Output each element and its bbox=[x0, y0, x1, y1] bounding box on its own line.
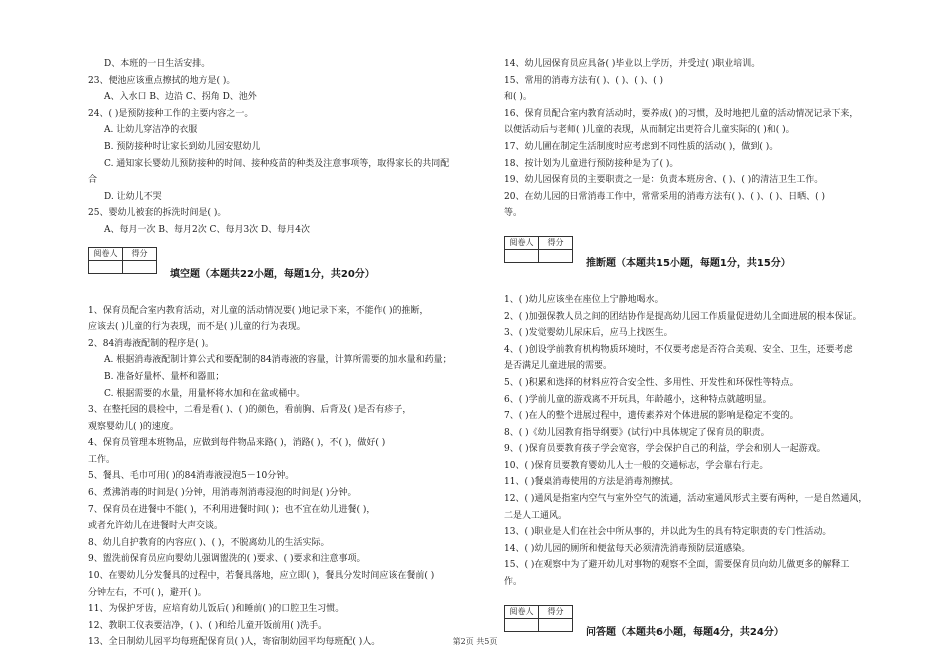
section-title: 问答题（本题共6小题，每题4分，共24分） bbox=[586, 626, 784, 638]
page-footer: 第2页 共5页 bbox=[452, 637, 498, 646]
option-line: 合 bbox=[88, 175, 98, 186]
option-line: A、入水口 B、边沿 C、拐角 D、池外 bbox=[104, 92, 257, 103]
judgment-line: 3、( )发觉婴幼儿尿床后，应马上找医生。 bbox=[504, 328, 673, 339]
score-label: 得分 bbox=[123, 247, 157, 260]
question-line: 8、幼儿自护教育的内容应( )、( )，不脱离幼儿的生活实际。 bbox=[88, 537, 330, 548]
option-line: C. 通知家长婴幼儿预防接种的时间、接种疫苗的种类及注意事项等，取得家长的共同配 bbox=[104, 158, 450, 169]
question-line: 17、幼儿圃在制定生活制度时应考虑到不同性质的活动( )，做到( )。 bbox=[504, 141, 779, 152]
question-line: 7、保育员在进餐中不能( )，不利用进餐时间( )；也不宜在幼儿进餐( )， bbox=[88, 504, 376, 515]
question-line: 6、煮沸消毒的时间是( )分钟，用消毒剂消毒浸泡的时间是( )分钟。 bbox=[88, 488, 357, 499]
judgment-line: 10、( )保育员要教育婴幼儿人士一般的交通标志，学会靠右行走。 bbox=[504, 460, 769, 471]
section-title: 推断题（本题共15小题，每题1分，共15分） bbox=[586, 257, 791, 269]
question-line: 12、教职工仪表要洁净，( )、( )和给儿童开饭前用( )洗手。 bbox=[88, 620, 328, 631]
judgment-line: 二是人工通风。 bbox=[504, 510, 568, 521]
option-line: B. 准备好量杯、量杯和器皿； bbox=[104, 371, 225, 382]
question-line: 等。 bbox=[504, 208, 523, 219]
score-cell bbox=[123, 260, 157, 273]
right-column bbox=[504, 56, 904, 647]
question-line: 13、全日制幼儿园平均每班配保育员( )人，寄宿制幼园平均每班配( )人。 bbox=[88, 637, 381, 648]
question-line: 或者允许幼儿在进餐时大声交谈。 bbox=[88, 521, 224, 532]
question-line: 2、84消毒液配制的程序是( )。 bbox=[88, 338, 215, 349]
grader-label: 阅卷人 bbox=[505, 236, 539, 249]
judgment-line: 7、( )在人的整个进展过程中，遗传素养对个体进展的影响是稳定不变的。 bbox=[504, 411, 799, 422]
question-line: 16、保育员配合室内教育活动时，要养成( )的习惯，及时地把儿童的活动情况记录下来， bbox=[504, 108, 859, 119]
question-line: 15、常用的消毒方法有( )、( )、( )、( ) bbox=[504, 75, 663, 86]
option-line: C. 根据需要的水量，用量杯将水加和在盆或桶中。 bbox=[104, 388, 306, 399]
question-line: D、本班的一日生活安排。 bbox=[104, 59, 211, 69]
option-line: B. 预防接种时让家长到幼儿园安慰幼儿 bbox=[104, 141, 261, 152]
question-line: 10、在婴幼儿分发餐具的过程中，若餐具落地，应立即( )，餐具分发时间应该在餐前( ) bbox=[88, 571, 435, 582]
judgment-line: 1、( )幼儿应该坐在座位上宁静地喝水。 bbox=[504, 294, 664, 305]
judgment-line: 8、( )《幼儿园教育指导纲要》(试行)中具体规定了保育员的职责。 bbox=[504, 427, 770, 438]
judgment-line: 是否满足儿童进展的需要。 bbox=[504, 361, 613, 372]
fill-blank-section-header bbox=[88, 247, 488, 289]
score-box bbox=[504, 605, 573, 632]
judgment-line: 6、( )学前儿童的游戏离不开玩具，年龄越小，这种特点就越明显。 bbox=[504, 394, 772, 405]
question-line: 24、( )是预防接种工作的主要内容之一。 bbox=[88, 108, 254, 119]
question-line: 14、幼儿园保育员应具备( )毕业以上学历，并受过( )职业培训。 bbox=[504, 59, 761, 69]
judgment-line: 11、( )餐桌消毒使用的方法是消毒剂擦拭。 bbox=[504, 477, 679, 488]
score-box bbox=[504, 236, 573, 263]
question-line: 分钟左右，不可( )，避开( )。 bbox=[88, 587, 207, 598]
question-line: 20、在幼儿园的日常消毒工作中，常常采用的消毒方法有( )、( )、( )、日晒、( ) bbox=[504, 191, 825, 202]
option-line: D. 让幼儿不哭 bbox=[104, 191, 162, 202]
question-line: 23、便池应该重点擦拭的地方是( )。 bbox=[88, 75, 236, 86]
score-cell bbox=[539, 249, 573, 262]
question-line: 以便活动后与老师( )儿童的表现，从而制定出更符合儿童实际的( )和( )。 bbox=[504, 125, 795, 136]
score-cell bbox=[539, 618, 573, 631]
score-label: 得分 bbox=[539, 605, 573, 618]
question-line: 4、保育员管理本班物品，应做到每件物品来路( )，消路( )，不( )，做好( ) bbox=[88, 438, 386, 449]
judgment-line: 14、( )幼儿园的厕所和便盆每天必须清洗消毒预防层道感染。 bbox=[504, 543, 751, 554]
question-line: 工作。 bbox=[88, 454, 116, 465]
judgment-line: 作。 bbox=[504, 577, 523, 588]
question-line: 5、餐具、毛巾可用( )的84消毒液浸泡5－10分钟。 bbox=[88, 471, 295, 482]
judgment-line: 12、( )通风是指室内空气与室外空气的流通，活动室通风形式主要有两种，一是自然通风， bbox=[504, 494, 868, 505]
option-line: A. 让幼儿穿洁净的衣服 bbox=[104, 125, 198, 136]
option-line: A. 根据消毒液配制计算公式和要配制的84消毒液的容量，计算所需要的加水量和药量； bbox=[104, 355, 452, 366]
question-line: 9、盥洗前保育员应向婴幼儿强调盥洗的( )要求、( )要求和注意事项。 bbox=[88, 554, 366, 565]
grader-label: 阅卷人 bbox=[89, 247, 123, 260]
question-line: 应该去( )儿童的行为表现，而不是( )儿童的行为表现。 bbox=[88, 322, 306, 333]
grader-cell bbox=[89, 260, 123, 273]
score-box bbox=[88, 247, 157, 274]
section-title: 填空题（本题共22小题，每题1分，共20分） bbox=[170, 268, 375, 280]
judgment-line: 2、( )加强保教人员之间的团结协作是提高幼儿园工作质量促进幼儿全面进展的根本保证。 bbox=[504, 311, 862, 322]
grader-label: 阅卷人 bbox=[505, 605, 539, 618]
judgment-line: 5、( )积累和选择的材料应符合安全性、多用性、开发性和环保性等特点。 bbox=[504, 377, 799, 388]
question-line: 观察婴幼儿( )的速度。 bbox=[88, 421, 179, 432]
judgment-line: 15、( )在观察中为了避开幼儿对事物的观察不全面，需要保育员向幼儿做更多的解释工 bbox=[504, 560, 850, 571]
question-line: 25、婴幼儿被套的拆洗时间是( )。 bbox=[88, 208, 227, 219]
question-line: 11、为保护牙齿，应培育幼儿饭后( )和睡前( )的口腔卫生习惯。 bbox=[88, 604, 345, 615]
left-column bbox=[88, 56, 488, 651]
judgment-line: 9、( )保育员要教育孩子学会宽容，学会保护自己的利益，学会和别人一起游戏。 bbox=[504, 444, 826, 455]
judgment-section-header bbox=[504, 236, 904, 278]
option-line: A、每月一次 B、每月2次 C、每月3次 D、每月4次 bbox=[104, 224, 310, 235]
question-line: 19、幼儿园保育员的主要职责之一是：负责本班房舍、( )、( )的清洁卫生工作。 bbox=[504, 175, 824, 186]
question-line: 和( )。 bbox=[504, 92, 532, 103]
grader-cell bbox=[505, 618, 539, 631]
score-label: 得分 bbox=[539, 236, 573, 249]
question-line: 3、在整托园的晨检中，二看是看( )、( )的颜色，看前胸、后背及( )是否有疹子， bbox=[88, 405, 412, 416]
judgment-line: 4、( )创设学前教育机构物质环境时，不仅要考虑是否符合美观、安全、卫生，还要考虑 bbox=[504, 344, 853, 355]
grader-cell bbox=[505, 249, 539, 262]
question-line: 1、保育员配合室内教育活动，对儿童的活动情况要( )地记录下来，不能作( )的推断， bbox=[88, 305, 429, 316]
question-line: 18、按计划为儿童进行预防接种是为了( )。 bbox=[504, 158, 679, 169]
judgment-line: 13、( )职业是人们在社会中所从事的，并以此为生的具有特定职责的专门性活动。 bbox=[504, 527, 832, 538]
